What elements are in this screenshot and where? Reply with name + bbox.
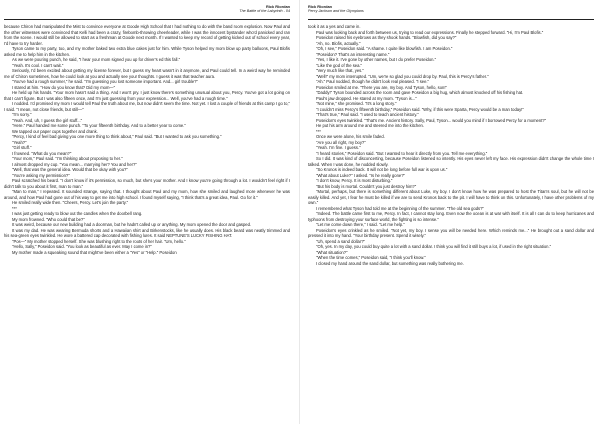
paragraph: Paul was looking back and forth between us, trying to read our expressions. Finally he stepped forward. "Hi, I'm Paul Blofis."	[316, 29, 544, 35]
paragraph: Tyson came to my party, too, and my mother baked two extra blue cakes just for him. While Tyson helped my mom blow up party balloons, Paul Blofis asked me to help him in the kitchen.	[4, 46, 290, 57]
paragraph: I nodded. I'd promised my mom I would tell Paul the truth about me, but now didn't seem the time. Not yet. I lost a couple of friends at this camp I go to," I said. "I mean, not close friends, but still—"	[4, 101, 290, 112]
paragraph: "Here." Paul handed me some punch. "To your fifteenth birthday. And to a better year to come."	[12, 123, 186, 128]
paragraph: ***	[316, 128, 321, 134]
right-page	[300, 0, 600, 424]
paragraph: "Well!" my mom interrupted. "Um, we're so glad you could drop by. Paul, this is Percy's father."	[316, 73, 489, 79]
paragraph: "Oh, I see," Poseidon said. "A shame. I quite like blowfish. I am Poseidon."	[316, 46, 453, 51]
paragraph: "I'm sorry."	[12, 112, 32, 117]
paragraph: took it as a yes and came in.	[308, 24, 361, 29]
paragraph: ***	[12, 205, 17, 211]
paragraph: "Oh, yes. In my day, you could buy quite a lot with a sand dollar. I think you will find it still buys a lot, if used in the right situation."	[316, 244, 552, 249]
paragraph: Paul scratched his beard. "I don't know if it's permission, so much, but she's your mother. And I know you're going through a lot. I wouldn't feel right if I didn't talk to you about it first, man to man."	[4, 178, 290, 189]
paragraph: "Ah, no. Blofis, actually."	[316, 40, 361, 46]
paragraph: Poseidon smiled at me. "There you are, my boy. And Tyson, hello, son!"	[316, 84, 447, 90]
right-page-body	[308, 24, 594, 266]
paragraph: "Mortal, perhaps, but there is something different about Luke, my boy. I don't know how he was prepared to host the Titan's soul, but he will not be easily killed. And yet, I fear he must be killed if we are to send Kronos back to the pit. I will have to think on this. Unfortunately, I have other problems of my own."	[308, 189, 594, 205]
paragraph: He smiled really wide then. "Cheers, Percy. Let's join the party."	[12, 200, 129, 205]
left-author: Rick Riordan	[266, 4, 290, 9]
paragraph: Poseidon raised his eyebrows as they shook hands. "Blowfish, did you say?"	[316, 35, 457, 40]
paragraph: "Yeah. It's cool. I can't wait."	[12, 62, 64, 68]
paragraph: "What situation?"	[316, 249, 348, 255]
paragraph: "Yes, I like it. I've gone by other names, but I do prefer Poseidon."	[316, 57, 437, 62]
left-page-header	[4, 2, 290, 20]
paragraph: "When the time comes," Poseidon said, "I think you'll know."	[316, 255, 426, 260]
paragraph: "That's true," Paul said. "I used to teach ancient history."	[316, 112, 419, 117]
paragraph: Poseidon's eyes crinkled as he smiled. "Not yet, my boy. I sense you will be needed here. Which reminds me..." He brought out a sand dollar and pressed it into my hand. "Your birthday present. Spend it wisely."	[308, 227, 594, 238]
paragraph: He held up his hands. "Your mom hasn't said a thing. And I won't pry. I just know there's something unusual about you, Percy. You've got a lot going on that I can't figure. But I was also fifteen once, and I'm just guessing from your expression... Well, you've had a rough time."	[4, 90, 290, 101]
paragraph: I almost dropped my cup. "You mean... marrying her? You and her?"	[12, 161, 137, 167]
paragraph: "Like the god of the sea."	[316, 62, 362, 68]
paragraph: "Pos—" My mother stopped herself. She was blushing right to the roots of her hair. "Um, hello."	[12, 238, 186, 244]
paragraph: "Yeah. I'm fine. I guess."	[316, 145, 361, 150]
paragraph: "I heard stories," Poseidon said. "But I wanted to hear it directly from you. Tell me everything."	[316, 150, 488, 156]
right-page-header	[308, 2, 594, 20]
paragraph: I stared at him. "How do you know that? Did my mom—"	[12, 84, 116, 90]
paragraph: "I don't know, Percy. It is most disturbing."	[316, 178, 393, 183]
paragraph: We tapped our paper cups together and drank.	[12, 128, 98, 134]
paragraph: "Yeah. And, uh, I guess the girl stuff..."	[12, 117, 83, 123]
paragraph: "What about Luke?" I asked. "Is he really gone?"	[316, 172, 405, 178]
paragraph: My mother made a squeaking sound that might've been either a "Yes" or "Help." Poseidon	[12, 249, 177, 255]
paragraph: It was weird, because our new building had a doorman, but he hadn't called up or anything. My mom opened the door and gasped.	[12, 222, 252, 227]
paragraph: I frowned. "What do you mean?"	[12, 150, 72, 156]
paragraph: "You've had a rough summer," he said. "I'm guessing you lost someone important. And... girl trouble?"	[12, 79, 198, 84]
paragraph: Poseidon's eyes twinkled. "That's me. Ancient history. Sally, Paul, Tyson... would you mind if I borrowed Percy for a moment?"	[316, 117, 547, 123]
left-page-body	[4, 24, 290, 255]
paragraph: I was just getting ready to blow out the candles when the doorbell rang.	[12, 211, 143, 216]
paragraph: He put his arm around me and steered me into the kitchen.	[316, 123, 424, 128]
paragraph: I remembered what Tyson had told me at the beginning of the summer. "The old sea gods?"	[316, 205, 484, 211]
paragraph: "Hello, Sally," Poseidon said. "You look as beautiful as ever. May I come in?"	[12, 244, 152, 249]
right-author: Rick Riordan	[308, 4, 332, 9]
paragraph: "Girl stuff."	[12, 145, 32, 150]
paragraph: Once we were alone, his smile faded.	[316, 134, 385, 139]
paragraph: "Indeed. The battle came first to me, Percy. In fact, I cannot stay long. Even now the ocean is at war with itself. It is all I can do to keep hurricanes and typhoons from destroying your surface world, the fighting is so intense."	[308, 211, 594, 222]
paragraph: "Poseidon? That's an interesting name."	[316, 51, 390, 57]
paragraph: Paul's jaw dropped. He stared at my mom. "Tyson is..."	[316, 95, 417, 101]
paragraph: "Yeah?"	[12, 139, 27, 145]
paragraph: "But his body is mortal. Couldn't you just destroy him?"	[316, 183, 417, 189]
paragraph: My mom frowned. "Who could that be?"	[12, 216, 85, 222]
paragraph: I closed my hand around the sand dollar, but something was really bothering me.	[316, 260, 464, 266]
right-book-title: Percy Jackson and the Olympians	[308, 9, 364, 13]
paragraph: "Your mom," Paul said. "I'm thinking about proposing to her."	[12, 156, 123, 161]
paragraph: "You're asking my permission?"	[12, 172, 70, 178]
paragraph: "Well, that was the general idea. Would that be okay with you?"	[12, 167, 128, 172]
paragraph: "Ah." Paul nodded, though he didn't look real pleased. "I see."	[316, 79, 430, 84]
paragraph: "Percy, I kind of feel bad giving you one more thing to think about," Paul said. "But I wanted to ask you something."	[12, 134, 222, 139]
paragraph: So I did. It was kind of disconcerting, because Poseidon listened so intently. His eyes never left my face. His expression didn't change the whole time I talked. When I was done, he nodded slowly.	[308, 156, 594, 167]
paragraph: "Let me come down there," I said. "Let me help."	[316, 222, 405, 227]
paragraph: As we were pouring punch, he said, "I hear your mom signed you up for driver's ed this fall."	[12, 57, 181, 62]
paragraph: "Uh, spend a sand dollar?"	[316, 238, 365, 244]
paragraph: It was my dad. He was wearing Bermuda shorts and a Hawaiian shirt and Birkenstocks, like he usually does. His black beard was neatly trimmed and his sea-green eyes twinkled. He wore a battered cap decorated with fishing lures. It said NEPTUNE'S LUCKY FISHING HAT.	[4, 227, 290, 238]
paragraph: "Not mine," she promised. "It's a long story."	[316, 101, 397, 106]
paragraph: "Man to man," I repeated. It sounded strange, saying that. I thought about Paul and my mom, how she smiled and laughed more whenever he was around, and how Paul had gone out of his way to get me into high school. I found myself saying, "I think that's a great idea, Paul. Go for it."	[4, 189, 290, 200]
left-book-title: The Battle of the Labyrinth - 04	[239, 9, 290, 13]
paragraph: "So Kronos is indeed back. It will not be long before full war is upon us."	[316, 167, 448, 172]
paragraph: "I couldn't miss Percy's fifteenth birthday," Poseidon said. "Why, if this were Sparta, Percy would be a man today!"	[316, 106, 524, 112]
paragraph: "Very much like that, yes."	[316, 68, 364, 73]
paragraph: "Daddy!" Tyson bounded across the room and gave Poseidon a big hug, which almost knocked off his fishing hat.	[316, 90, 524, 95]
paragraph: because Chiron had manipulated the Mist to convince everyone at Goode High School that I had nothing to do with the band room explosion. Now Paul and the other witnesses were convinced that Kelli had been a crazy, firebomb-throwing cheerleader, while I was the innocent bystander who'd panicked and ran from the scene. I would still be allowed to start as a freshman at Goode next month. If I wanted to keep my record of getting kicked out of school every year, I'd have to try harder.	[4, 24, 290, 46]
paragraph: Seriously, I'd been excited about getting my license forever, but I guess my heart wasn't in it anymore, and Paul could tell. In a weird way he reminded me of Chiron sometimes, how he could look at you and actually see your thoughts. I guess it was that teacher aura.	[4, 68, 290, 79]
paragraph: "Are you all right, my boy?"	[316, 139, 366, 145]
